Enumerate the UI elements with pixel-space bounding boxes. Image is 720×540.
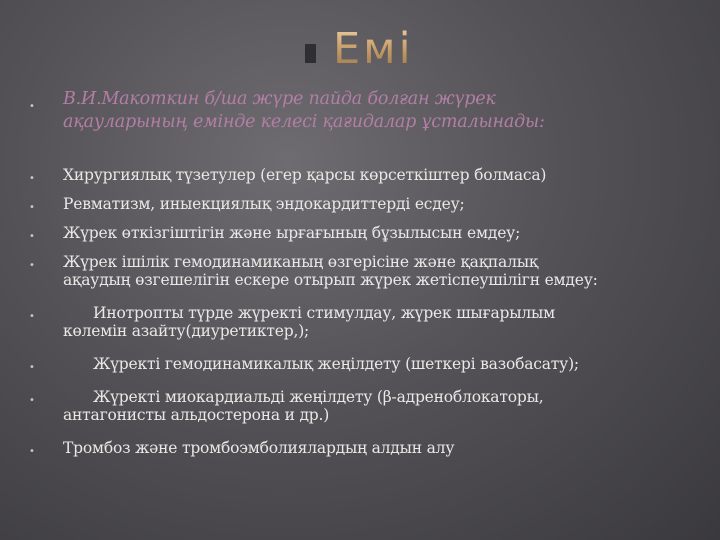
bullet-icon: •: [29, 395, 35, 406]
list-item: [27, 304, 687, 340]
list-item-text: антагонисты альдостерона и др.): [63, 406, 330, 424]
list-item: [27, 253, 687, 289]
list-item-text: Хирургиялық түзетулер (егер қарсы көрсеткіштер болмаса): [63, 166, 547, 184]
list-item: [27, 224, 687, 242]
list-item-text: Жүрек ішілік гемодинамиканың өзгерісіне және қақпалық: [63, 253, 539, 271]
list-item: [27, 388, 687, 424]
bullet-icon: •: [29, 173, 35, 184]
list-item-text: Жүректі гемодинамикалық жеңілдету (шеткері вазобасату);: [93, 355, 579, 373]
list-item-text: Ревматизм, иныекциялық эндокардиттерді есдеу;: [63, 195, 465, 213]
slide-title: Емі: [333, 24, 414, 74]
lead-line-2: ақауларының емінде келесі қағидалар ұсталынады:: [63, 112, 545, 132]
lead-item: [27, 88, 687, 134]
bullet-icon: •: [29, 311, 35, 322]
list-item-text: Жүрек өткізгіштігін және ырғағының бұзылысын емдеу;: [63, 224, 521, 242]
bullet-icon: •: [29, 260, 35, 271]
list-item: [27, 166, 687, 184]
list-item-text: Инотропты түрде жүректі стимулдау, жүрек шығарылым: [93, 304, 556, 322]
list-item-text: ақаудың өзгешелігін ескере отырып жүрек жетіспеушілігн емдеу:: [63, 271, 598, 289]
list-item-text: Жүректі миокардиальді жеңілдету (β-адреноблокаторы,: [93, 388, 544, 406]
list-item-text: Тромбоз және тромбоэмболиялардың алдын алу: [63, 439, 455, 457]
title-accent-block: [305, 44, 316, 63]
slide-content: [27, 88, 687, 457]
list-item: [27, 195, 687, 213]
bullet-icon: •: [29, 202, 35, 213]
bullet-icon: •: [29, 446, 35, 457]
bullet-icon: •: [29, 231, 35, 242]
lead-line-1: В.И.Макоткин б/ша жүре пайда болған жүрек: [63, 89, 496, 109]
list-item: [27, 439, 687, 457]
bullet-icon: •: [29, 101, 35, 112]
bullet-icon: •: [29, 362, 35, 373]
list-item-text: көлемін азайту(диуретиктер,);: [63, 322, 310, 340]
list-item: [27, 355, 687, 373]
